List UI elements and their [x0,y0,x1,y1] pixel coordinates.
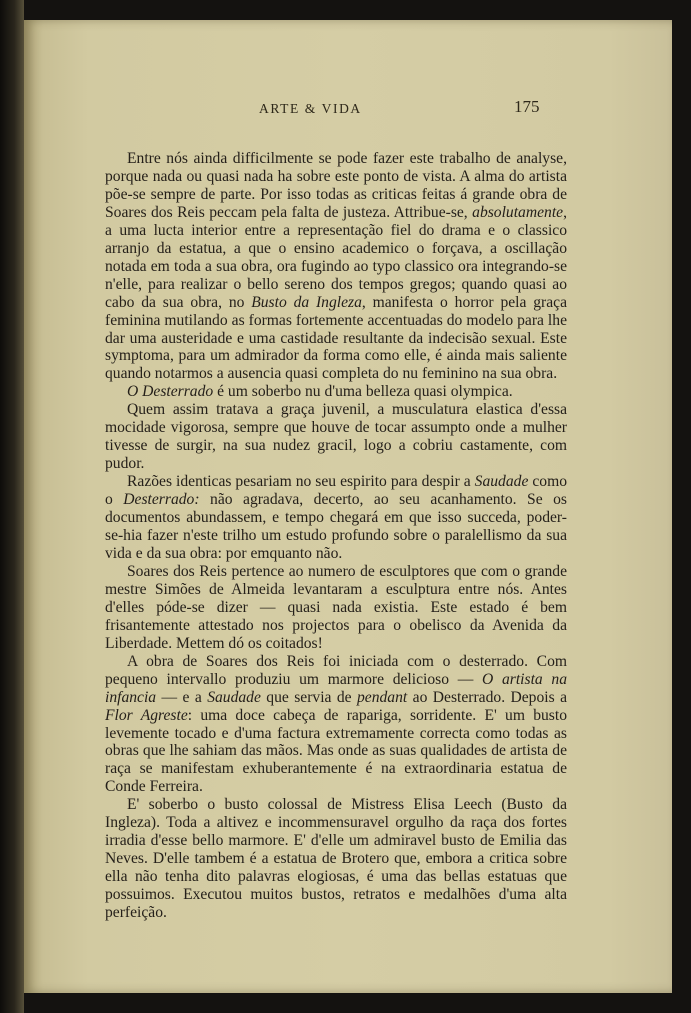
text-segment: que servia de [260,688,357,706]
text-segment: não agradava, decerto, ao seu acanhamento. Se os documentos abundassem, e tempo chegará em que isso succeda, poder-se-hia fazer n'este trilho um estudo profundo sobre o paralellismo da sua vida e da sua obra: por emquanto não. [105,491,567,562]
italic-segment: Saudade [207,688,261,706]
page-number: 175 [514,97,540,116]
paragraph [105,796,567,922]
book-page [24,20,672,993]
italic-segment: Flor Agreste [105,706,188,724]
text-segment: Soares dos Reis pertence ao numero de esculptores que com o grande mestre Simões de Almeida levantaram a esculptura entre nós. Antes d'elles póde-se dizer — quasi nada existia. Este estado é bem frisantemente attestado nos projectos para o obelisco da Avenida da Liberdade. Mettem dó os coitados! [105,562,567,652]
italic-segment: O Desterrado [127,383,214,401]
text-segment: ao Desterrado. Depois a [407,688,568,706]
paragraph [105,563,567,653]
text-segment: — e a [156,688,208,706]
italic-segment: O artista na infancia [105,670,567,706]
text-segment: , a uma lucta interior entre a representação fiel do drama e o classico arranjo da estatua, a que o ensino academico o forçava, a oscillação notada em toda a sua obra, ora fugindo ao typo classico ora integrando-se n'elle, para realizar o bello sereno dos tempos gregos; quando quasi ao cabo da sua obra, no [105,203,567,311]
paragraph [105,383,567,401]
text-segment: é um soberbo nu d'uma belleza quasi olympica. [213,383,513,401]
book-gutter [0,0,24,1013]
italic-segment: Desterrado: [123,491,200,509]
paragraph [105,473,567,563]
text-segment: E' soberbo o busto colossal de Mistress Elisa Leech (Busto da Ingleza). Toda a altivez e incommensuravel orgulho da raça dos fortes irradia d'esse bello marmore. E' d'elle um admiravel busto de Emilia das Neves. D'elle tambem é a estatua de Brotero que, embora a critica sobre ella não tenha dito palavras elogiosas, é uma das bellas estatuas que possuimos. Executou muitos bustos, retratos e medalhões d'uma alta perfeição. [105,796,567,922]
body-text [105,150,567,922]
paragraph [105,653,567,797]
running-head: ARTE & VIDA [259,101,362,116]
italic-segment: Busto da Ingleza [251,293,362,311]
paragraph [105,401,567,473]
text-segment: como o [105,473,567,509]
italic-segment: absolutamente [472,203,564,221]
text-segment: Entre nós ainda difficilmente se pode fazer este trabalho de analyse, porque nada ou quasi nada ha sobre este ponto de vista. A alma do artista põe-se sempre de parte. Por isso todas as criticas feitas á grande obra de Soares dos Reis peccam pela falta de justeza. Attribue-se, [105,150,567,221]
italic-segment: Saudade [474,473,529,491]
paragraph [105,150,567,383]
page-header [24,80,672,140]
text-segment: : uma doce cabeça de rapariga, sorridente. E' um busto levemente tocado e d'uma factura extremamente correcta como todas as obras que lhe sahiam das mãos. Mas onde as suas qualidades de artista de raça se manifestam exhuberantemente é na extraordinaria estatua de Conde Ferreira. [105,706,567,796]
text-segment: Razões identicas pesariam no seu espirito para despir a [127,473,475,491]
text-segment: Quem assim tratava a graça juvenil, a musculatura elastica d'essa mocidade vigorosa, sempre que houve de tocar assumpto onde a mulher tivesse de surgir, na sua nudez gracil, logo a cobriu castamente, com pudor. [105,401,567,473]
text-segment: A obra de Soares dos Reis foi iniciada com o desterrado. Com pequeno intervallo produziu um marmore delicioso — [105,652,567,688]
italic-segment: pendant [357,688,408,706]
text-segment: , manifesta o horror pela graça feminina mutilando as formas fortemente accentuadas do modelo para lhe dar uma austeridade e uma castidade resultante da indecisão sexual. Este symptoma, para um admirador da forma como elle, é ainda mais saliente quando notarmos a ausencia quasi completa do nu feminino na sua obra. [105,293,567,383]
